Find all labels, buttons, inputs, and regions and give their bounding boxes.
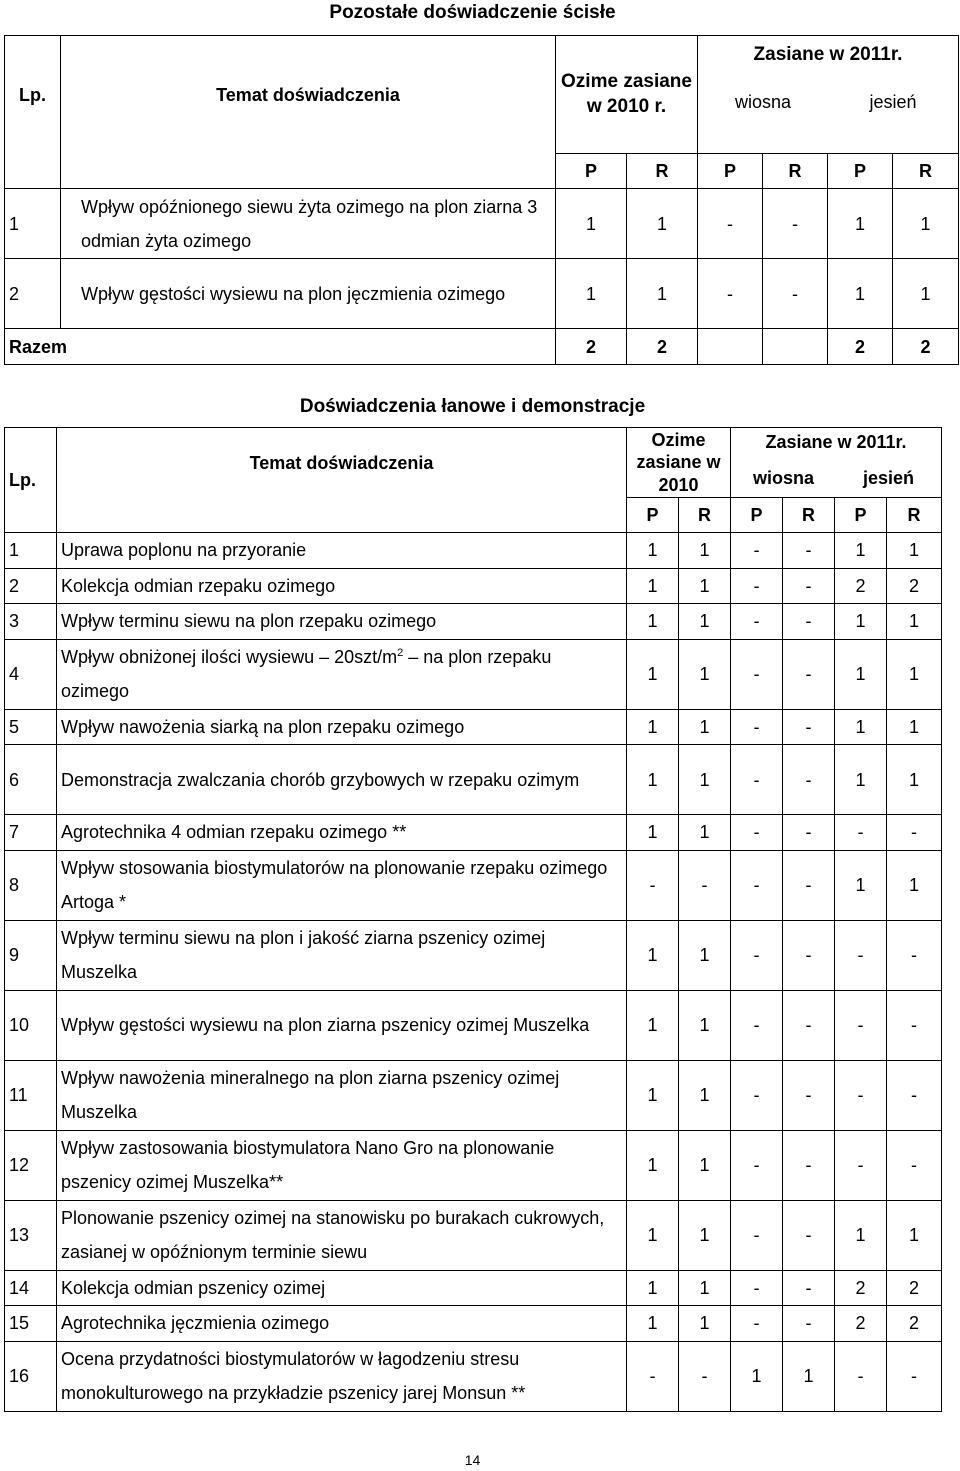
t2-row-lp: 7	[5, 815, 57, 851]
t2-row-value: 1	[627, 920, 679, 990]
table-row	[5, 1270, 942, 1306]
t2-row-lp: 16	[5, 1341, 57, 1411]
table-row	[5, 1200, 942, 1270]
t2-row-text: Wpływ terminu siewu na plon i jakość ziarna pszenicy ozimej Muszelka	[57, 920, 627, 990]
table2-body	[5, 533, 942, 1412]
t2-row-value: -	[783, 639, 835, 709]
t2-jesien-header: jesień	[863, 468, 915, 488]
t2-row-value: 1	[679, 815, 731, 851]
t2-row-text: Agrotechnika jęczmienia ozimego	[57, 1306, 627, 1342]
t2-row-text	[57, 639, 627, 709]
t1-row2-lp: 2	[5, 259, 61, 329]
t2-row-value: 1	[627, 1306, 679, 1342]
t2-temat-header: Temat doświadczenia	[57, 428, 627, 498]
t1-row1-text: Wpływ opóźnionego siewu żyta ozimego na plon ziarna 3 odmian żyta ozimego	[61, 189, 556, 259]
t2-row-value: 1	[627, 1200, 679, 1270]
t2-row-value: 1	[679, 1130, 731, 1200]
t1-pr-0: P	[556, 154, 627, 189]
table-row	[5, 189, 959, 259]
t2-row-value: 1	[835, 745, 887, 815]
t2-row-value: 1	[627, 639, 679, 709]
t1-pr-1: R	[627, 154, 698, 189]
t2-row-text-a: Wpływ obniżonej ilości wysiewu – 20szt/m	[61, 647, 398, 667]
t2-row-value: 1	[627, 815, 679, 851]
table-row	[5, 568, 942, 604]
t2-row-text: Ocena przydatności biostymulatorów w łagodzeniu stresu monokulturowego na przykładzie pszenicy jarej Monsun **	[57, 1341, 627, 1411]
t2-row-value: -	[783, 1200, 835, 1270]
t2-row-value: 1	[627, 1060, 679, 1130]
table-row	[5, 1306, 942, 1342]
table-row	[5, 639, 942, 709]
t2-row-value: -	[731, 1130, 783, 1200]
t1-total-v2	[698, 329, 763, 365]
t2-row-lp: 2	[5, 568, 57, 604]
t2-row-sup: 2	[397, 647, 404, 659]
t2-row-text: Agrotechnika 4 odmian rzepaku ozimego **	[57, 815, 627, 851]
t1-total-v5: 2	[893, 329, 959, 365]
t2-row-value: 1	[679, 1306, 731, 1342]
t2-row-value: 1	[887, 533, 942, 569]
t2-row-value: 1	[887, 604, 942, 640]
t1-empty-lp	[5, 154, 61, 189]
t2-row-value: 2	[887, 1270, 942, 1306]
t2-wiosna-header: wiosna	[753, 468, 815, 488]
t2-row-value: 1	[783, 1341, 835, 1411]
t2-row-text: Wpływ terminu siewu na plon rzepaku ozimego	[57, 604, 627, 640]
t2-zasiane-header: Zasiane w 2011r.	[765, 431, 907, 452]
t2-row-value: 1	[835, 533, 887, 569]
t2-row-text-b: – na plon rzepaku ozimego	[61, 647, 552, 702]
t2-row-value: -	[887, 990, 942, 1060]
t2-row-lp: 10	[5, 990, 57, 1060]
t2-row-value: -	[887, 815, 942, 851]
t2-row-value: -	[783, 745, 835, 815]
t2-row-value: 1	[679, 568, 731, 604]
table-row	[5, 990, 942, 1060]
t1-row1-lp: 1	[5, 189, 61, 259]
t2-row-text: Kolekcja odmian pszenicy ozimej	[57, 1270, 627, 1306]
table-row	[5, 604, 942, 640]
t2-row-value: 1	[679, 604, 731, 640]
t1-row2-v4: 1	[828, 259, 893, 329]
t2-row-value: -	[731, 604, 783, 640]
t2-row-value: -	[783, 1270, 835, 1306]
t2-row-value: -	[835, 1130, 887, 1200]
t2-row-value: -	[731, 1200, 783, 1270]
t1-row2-v5: 1	[893, 259, 959, 329]
t2-row-value: -	[835, 1341, 887, 1411]
t2-row-value: 1	[679, 990, 731, 1060]
t1-row1-v3: -	[763, 189, 828, 259]
t2-row-value: 2	[887, 568, 942, 604]
t2-row-value: -	[783, 604, 835, 640]
t2-row-value: 1	[835, 604, 887, 640]
t2-row-lp: 14	[5, 1270, 57, 1306]
t2-row-text: Demonstracja zwalczania chorób grzybowych w rzepaku ozimym	[57, 745, 627, 815]
t2-row-text: Wpływ stosowania biostymulatorów na plonowanie rzepaku ozimego Artoga *	[57, 850, 627, 920]
table-row	[5, 920, 942, 990]
t2-empty-lp	[5, 498, 57, 533]
t2-row-value: -	[887, 1130, 942, 1200]
t1-temat-header: Temat doświadczenia	[61, 36, 556, 154]
t1-row2-text: Wpływ gęstości wysiewu na plon jęczmienia ozimego	[61, 259, 556, 329]
t2-row-value: -	[835, 920, 887, 990]
t2-row-value: -	[783, 920, 835, 990]
t2-row-value: -	[835, 815, 887, 851]
t2-pr-2: P	[731, 498, 783, 533]
t2-row-value: 1	[627, 533, 679, 569]
t1-total-v3	[763, 329, 828, 365]
t2-row-value: 2	[835, 1306, 887, 1342]
t2-row-lp: 4	[5, 639, 57, 709]
t2-row-value: -	[731, 745, 783, 815]
t2-row-value: -	[783, 709, 835, 745]
t2-row-value: 1	[887, 709, 942, 745]
t1-row2-v3: -	[763, 259, 828, 329]
t1-pr-4: P	[828, 154, 893, 189]
t2-row-value: -	[783, 568, 835, 604]
table-row	[5, 1341, 942, 1411]
t2-row-text: Kolekcja odmian rzepaku ozimego	[57, 568, 627, 604]
table-row	[5, 815, 942, 851]
t2-row-value: -	[783, 1060, 835, 1130]
t2-row-value: -	[731, 920, 783, 990]
t2-empty-temat	[57, 498, 627, 533]
t1-row2-v1: 1	[627, 259, 698, 329]
t2-row-value: 1	[679, 639, 731, 709]
t1-empty-temat	[61, 154, 556, 189]
t2-row-value: -	[731, 1306, 783, 1342]
t2-row-value: 1	[835, 709, 887, 745]
t2-row-lp: 8	[5, 850, 57, 920]
t1-jesien-header: jesień	[869, 91, 917, 112]
table-row	[5, 533, 942, 569]
t2-lp-header: Lp.	[5, 428, 57, 498]
t2-row-value: 1	[679, 1270, 731, 1306]
table-row	[5, 709, 942, 745]
t1-zasiane-group	[698, 36, 959, 154]
t2-row-lp: 15	[5, 1306, 57, 1342]
t2-row-value: -	[887, 1060, 942, 1130]
table-row	[5, 850, 942, 920]
table2-title: Doświadczenia łanowe i demonstracje	[299, 396, 646, 417]
t2-row-value: 1	[679, 709, 731, 745]
t2-row-lp: 6	[5, 745, 57, 815]
t2-row-value: 1	[835, 1200, 887, 1270]
t1-ozime-header: Ozime zasiane w 2010 r.	[556, 36, 698, 154]
t2-row-value: -	[731, 533, 783, 569]
t2-row-text: Plonowanie pszenicy ozimej na stanowisku po burakach cukrowych, zasianej w opóźnionym terminie siewu	[57, 1200, 627, 1270]
t1-row2-v2: -	[698, 259, 763, 329]
t2-ozime-header: Ozime zasiane w 2010	[627, 428, 731, 498]
table-row	[5, 259, 959, 329]
table2	[4, 427, 942, 1412]
t1-pr-3: R	[763, 154, 828, 189]
t2-row-lp: 1	[5, 533, 57, 569]
t1-total-v0: 2	[556, 329, 627, 365]
t2-zasiane-group	[731, 428, 942, 498]
t1-zasiane-header: Zasiane w 2011r.	[753, 44, 903, 66]
table-row	[5, 1060, 942, 1130]
t2-row-value: 1	[627, 1270, 679, 1306]
t2-row-value: 1	[679, 920, 731, 990]
table1	[4, 35, 959, 365]
t2-pr-3: R	[783, 498, 835, 533]
t2-pr-5: R	[887, 498, 942, 533]
t2-row-value: 2	[887, 1306, 942, 1342]
t2-row-value: 1	[627, 709, 679, 745]
t2-row-value: -	[627, 1341, 679, 1411]
t2-row-value: -	[731, 815, 783, 851]
t2-row-value: -	[679, 1341, 731, 1411]
t2-row-value: -	[783, 990, 835, 1060]
t2-row-value: 1	[679, 533, 731, 569]
t2-row-lp: 5	[5, 709, 57, 745]
t1-pr-5: R	[893, 154, 959, 189]
t2-row-value: -	[627, 850, 679, 920]
t2-row-value: -	[731, 568, 783, 604]
t1-row1-v0: 1	[556, 189, 627, 259]
t1-row1-v2: -	[698, 189, 763, 259]
page-number: 14	[464, 1452, 481, 1468]
t2-row-value: -	[887, 1341, 942, 1411]
t2-row-value: 1	[835, 850, 887, 920]
t2-pr-4: P	[835, 498, 887, 533]
t2-row-text: Uprawa poplonu na przyoranie	[57, 533, 627, 569]
table1-title: Pozostałe doświadczenie ścisłe	[329, 2, 616, 23]
t2-row-value: 1	[627, 745, 679, 815]
t2-row-value: 1	[887, 745, 942, 815]
t2-row-value: -	[783, 850, 835, 920]
t1-row1-v5: 1	[893, 189, 959, 259]
t2-row-value: -	[887, 920, 942, 990]
t2-row-value: -	[783, 1130, 835, 1200]
t1-total-label: Razem	[5, 329, 556, 365]
t2-pr-1: R	[679, 498, 731, 533]
t2-row-value: -	[679, 850, 731, 920]
t2-row-value: -	[731, 639, 783, 709]
t2-row-text: Wpływ nawożenia mineralnego na plon ziarna pszenicy ozimej Muszelka	[57, 1060, 627, 1130]
t2-row-value: 2	[835, 568, 887, 604]
t2-row-value: -	[731, 1270, 783, 1306]
t2-row-value: 2	[835, 1270, 887, 1306]
table-row	[5, 1130, 942, 1200]
t1-lp-header: Lp.	[5, 36, 61, 154]
t2-row-value: 1	[627, 568, 679, 604]
t1-total-v1: 2	[627, 329, 698, 365]
t2-row-lp: 3	[5, 604, 57, 640]
t2-row-value: 1	[887, 639, 942, 709]
t2-pr-0: P	[627, 498, 679, 533]
t1-pr-2: P	[698, 154, 763, 189]
t2-row-value: -	[783, 1306, 835, 1342]
t2-row-lp: 9	[5, 920, 57, 990]
table-row	[5, 745, 942, 815]
t2-row-lp: 12	[5, 1130, 57, 1200]
t2-row-value: 1	[627, 990, 679, 1060]
t2-row-value: -	[835, 990, 887, 1060]
t2-row-value: -	[783, 533, 835, 569]
t1-row1-v4: 1	[828, 189, 893, 259]
t2-row-value: 1	[627, 604, 679, 640]
t1-total-v4: 2	[828, 329, 893, 365]
t2-row-value: 1	[887, 850, 942, 920]
t2-row-value: -	[835, 1060, 887, 1130]
t2-row-value: 1	[627, 1130, 679, 1200]
t2-row-lp: 11	[5, 1060, 57, 1130]
total-row	[5, 329, 959, 365]
t2-row-value: -	[731, 1060, 783, 1130]
t2-row-text: Wpływ gęstości wysiewu na plon ziarna pszenicy ozimej Muszelka	[57, 990, 627, 1060]
t2-row-value: -	[783, 815, 835, 851]
t2-row-value: -	[731, 990, 783, 1060]
t1-row2-v0: 1	[556, 259, 627, 329]
t2-row-value: 1	[679, 1060, 731, 1130]
t1-wiosna-header: wiosna	[734, 91, 792, 112]
t2-row-value: 1	[679, 745, 731, 815]
t2-row-value: -	[731, 709, 783, 745]
t2-row-value: 1	[835, 639, 887, 709]
t2-row-text: Wpływ zastosowania biostymulatora Nano Gro na plonowanie pszenicy ozimej Muszelka**	[57, 1130, 627, 1200]
t2-row-text: Wpływ nawożenia siarką na plon rzepaku ozimego	[57, 709, 627, 745]
t2-row-lp: 13	[5, 1200, 57, 1270]
t2-row-value: 1	[731, 1341, 783, 1411]
t1-row1-v1: 1	[627, 189, 698, 259]
t2-row-value: 1	[887, 1200, 942, 1270]
t2-row-value: 1	[679, 1200, 731, 1270]
t2-row-value: -	[731, 850, 783, 920]
